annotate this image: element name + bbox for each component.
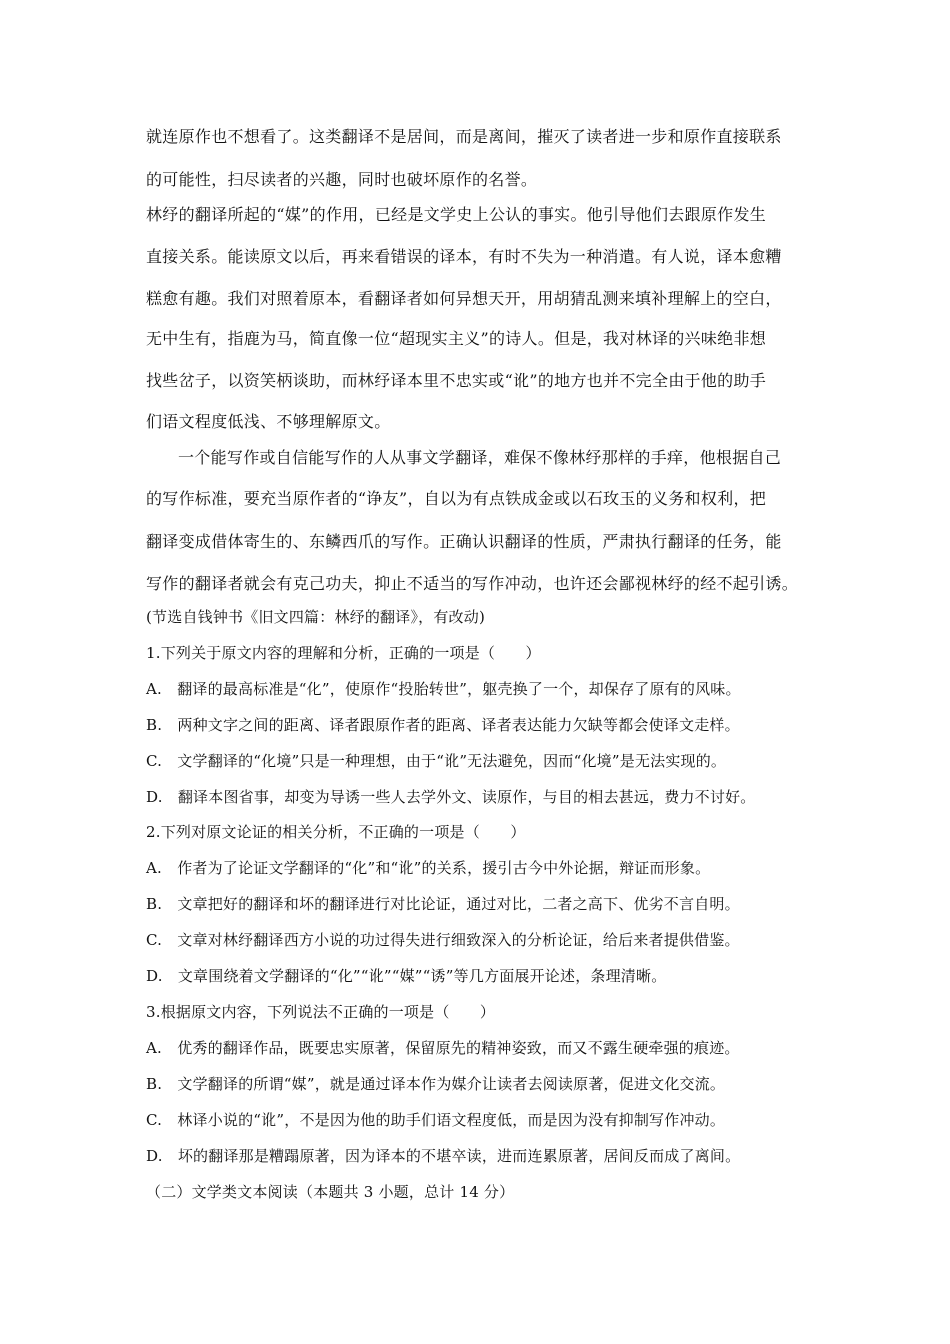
passage-line: 无中生有，指鹿为马，简直像一位“超现实主义”的诗人。但是，我对林译的兴味绝非想 [146, 329, 767, 348]
option-d: D. 文章围绕着文学翻译的“化”“讹”“媒”“诱”等几方面展开论述，条理清晰。 [146, 967, 667, 985]
passage-line: 就连原作也不想看了。这类翻译不是居间，而是离间，摧灭了读者进一步和原作直接联系 [146, 127, 782, 146]
option-a: A. 翻译的最高标准是“化”，使原作“投胎转世”，躯壳换了一个，却保存了原有的风味。 [146, 680, 741, 698]
section-heading: （二）文学类文本阅读（本题共 3 小题，总计 14 分） [146, 1183, 515, 1201]
option-b: B. 两种文字之间的距离、译者跟原作者的距离、译者表达能力欠缺等都会使译文走样。 [146, 716, 740, 734]
option-d: D. 翻译本图省事，却变为导诱一些人去学外文、读原作，与目的相去甚远，费力不讨好。 [146, 788, 756, 806]
question-stem: 3.根据原文内容，下列说法不正确的一项是（ ） [146, 1003, 496, 1021]
passage-line: 们语文程度低浅、不够理解原文。 [146, 412, 391, 431]
source-citation: (节选自钱钟书《旧文四篇：林纾的翻译》，有改动) [146, 608, 486, 626]
option-b: B. 文章把好的翻译和坏的翻译进行对比论证，通过对比，二者之高下、优劣不言自明。 [146, 895, 740, 913]
passage-line: 一个能写作或自信能写作的人从事文学翻译，难保不像林纾那样的手痒，他根据自己 [178, 448, 782, 467]
passage-line: 翻译变成借体寄生的、东鳞西爪的写作。正确认识翻译的性质，严肃执行翻译的任务，能 [146, 532, 782, 551]
option-c: C. 文章对林纾翻译西方小说的功过得失进行细致深入的分析论证，给后来者提供借鉴。 [146, 931, 740, 949]
passage-line: 写作的翻译者就会有克己功夫，抑止不适当的写作冲动，也许还会鄙视林纾的经不起引诱。 [146, 574, 799, 593]
passage-line: 的可能性，扫尽读者的兴趣，同时也破坏原作的名誉。 [146, 170, 538, 189]
option-b: B. 文学翻译的所谓“媒”，就是通过译本作为媒介让读者去阅读原著，促进文化交流。 [146, 1075, 726, 1093]
option-d: D. 坏的翻译那是糟蹋原著，因为译本的不堪卒读，进而连累原著，居间反而成了离间。 [146, 1147, 741, 1165]
passage-line: 的写作标准，要充当原作者的“诤友”，自以为有点铁成金或以石玫玉的义务和权利，把 [146, 489, 767, 508]
option-c: C. 林译小说的“讹”，不是因为他的助手们语文程度低，而是因为没有抑制写作冲动。 [146, 1111, 726, 1129]
passage-line: 林纾的翻译所起的“媒”的作用，已经是文学史上公认的事实。他引导他们去跟原作发生 [146, 205, 767, 224]
question-stem: 2.下列对原文论证的相关分析，不正确的一项是（ ） [146, 823, 526, 841]
question-stem: 1.下列关于原文内容的理解和分析，正确的一项是（ ） [146, 644, 541, 662]
passage-line: 糕愈有趣。我们对照着原本，看翻译者如何异想天开，用胡猜乱测来填补理解上的空白， [146, 289, 782, 308]
option-a: A. 优秀的翻译作品，既要忠实原著，保留原先的精神姿致，而又不露生硬牵强的痕迹。 [146, 1039, 740, 1057]
option-a: A. 作者为了论证文学翻译的“化”和“讹”的关系，援引古今中外论据，辩证而形象。 [146, 859, 711, 877]
passage-line: 直接关系。能读原文以后，再来看错误的译本，有时不失为一种消遣。有人说，译本愈糟 [146, 247, 782, 266]
option-c: C. 文学翻译的“化境”只是一种理想，由于“讹”无法避免，因而“化境”是无法实现的。 [146, 752, 727, 770]
passage-line: 找些岔子，以资笑柄谈助，而林纾译本里不忠实或“讹”的地方也并不完全由于他的助手 [146, 371, 767, 390]
